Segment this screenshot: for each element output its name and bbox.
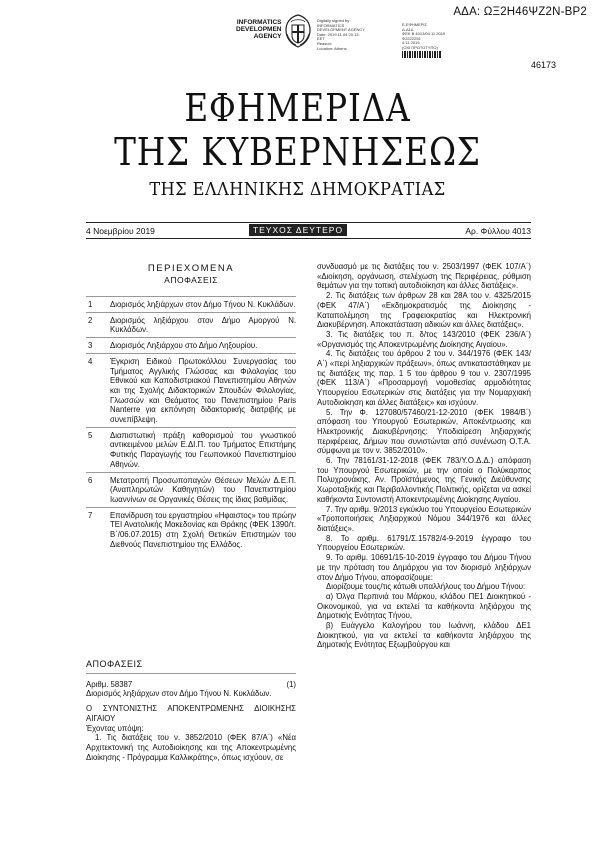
decision-paragraph: β) Ευάγγελο Καλογήρου του Ιωάννη, κλάδου ΔΕ1 Διοικητικού, για να εκτελεί τα καθήκοντα ληξιάρχου της Δημοτικής Ενότητας Εξωμβούργου και (317, 621, 531, 650)
decision-paragraph: 7. Την αριθμ. 9/2013 εγκύκλιο του Υπουργείου Εσωτερικών «Τροποποιήσεις Ληξιαρχικού Νόμου 344/1976 και άλλες διατάξεις». (317, 504, 531, 533)
decisions-heading: ΑΠΟΦΑΣΕΙΣ (86, 659, 143, 669)
contents-item[interactable]: 1 Διορισμός ληξιάρχων στον Δήμο Τήνου Ν. Κυκλάδων. (88, 300, 296, 309)
contents-item[interactable]: 3 Διορισμός Ληξιάρχου στο Δήμο Ληξουρίου. (88, 341, 258, 351)
decision-paragraph: 2. Τις διατάξεις των άρθρων 28 και 28Α του ν. 4325/2015 (ΦΕΚ 47/Α΄) «Εκδημοκρατισμός της Διοίκησης - Καταπολέμηση της Γραφειοκρατίας και Ηλεκτρονική Διακυβέρνηση. Αποκατάσταση αδικιών και άλλες διατάξεις». (317, 291, 531, 330)
contents-separator (86, 353, 296, 354)
decision-paragraph: 5. Την Φ. 127080/57460/21-12-2010 (ΦΕΚ 1984/Β΄) απόφαση του Υπουργού Εσωτερικών, Αποκέντρωσης και Ηλεκτρονικής Διακυβέρνησης: Υποδιαίρεση ληξιαρχικής περιφέρειας, Δήμων που συνιστώνται από συνένωση Ο.Τ.Α. σύμφωνα με τον ν. 3852/2010». (317, 407, 531, 456)
contents-subheading: ΑΠΟΦΑΣΕΙΣ (164, 275, 218, 285)
decision-paragraph: 8. Το αριθμ. 61791/Σ.15782/4-9-2019 έγγραφο του Υπουργείου Εσωτερικών. (317, 533, 531, 553)
copy-stamp: Ε-ΕΦΗΜΕΡΙΣ Δ-Δ1Δ ΦΕΚ Β 4013/04.11.2019 Φ2222251 4.11.2019 (ΟΧΙ ΠΡΩΤΟΤΥΠΟ) (402, 22, 446, 50)
decision-paragraph: 9. Το αριθμ. 10691/15-10-2019 έγγραφο του Δήμου Τήνου με την πρόταση του Δημάρχου για τον διορισμό ληξιάρχων στον Δήμο Τήνου, αποφασίζουμε: (317, 553, 531, 582)
decision-subject: Διορισμός ληξιάρχων στον Δήμο Τήνου Ν. Κυκλάδων. (86, 689, 272, 699)
decision-number: Αριθμ. 58387 (86, 679, 133, 689)
gazette-subtitle: ΤΗΣ ΕΛΛΗΝΙΚΗΣ ΔΗΜΟΚΡΑΤΙΑΣ (149, 179, 446, 200)
contents-list (86, 294, 296, 549)
contents-item[interactable]: 2 Διορισμός ληξιάρχου στον Δήμο Αμοργού Ν. Κυκλάδων. (88, 315, 296, 335)
decision-paragraph: 1. Τις διατάξεις του ν. 3852/2010 (ΦΕΚ 87/Α΄) «Νέα Αρχιτεκτονική της Αυτοδιοίκησης και της Αποκεντρωμένης Διοίκησης - Πρόγραμμα Καλλικράτης», όπως ισχύουν, σε (86, 733, 296, 762)
contents-separator (86, 472, 296, 473)
contents-separator (86, 296, 296, 297)
contents-item[interactable]: 5 Διαπιστωτική πράξη καθορισμού του γνωστικού αντικειμένου μελών Ε.ΔΙ.Π. του Τμήματος Επιστήμης Φυτικής Παραγωγής του Γεωπονικού Πανεπιστημίου Αθηνών. (88, 430, 296, 469)
contents-separator (86, 337, 296, 338)
contents-item[interactable]: 7 Επανίδρυση του εργαστηρίου «Ηφαιστος» του πρώην ΤΕΙ Ανατολικής Μακεδονίας και Θράκης (ΦΕΚ 1390/τ. Β΄/06.07.2015) στη Σχολή Θετικών Επιστημών του Διεθνούς Πανεπιστημίου της Ελλάδος. (88, 510, 296, 549)
issue-label: ΤΕΥΧΟΣ ΔΕΥΤΕΡΟ (249, 224, 347, 236)
signature-stamp-label: INFORMATICS DEVELOPMEN AGENCY (236, 19, 282, 40)
decisions-separator (86, 673, 296, 674)
decision-paragraph: 3. Τις διατάξεις του π. δ/τος 143/2010 (ΦΕΚ 236/Α΄) «Οργανισμός της Αποκεντρωμένης Διοίκησης Αιγαίου». (317, 329, 531, 349)
decision-authority: Ο ΣΥΝΤΟΝΙΣΤΗΣ ΑΠΟΚΕΝΤΡΩΜΕΝΗΣ ΔΙΟΙΚΗΣΗΣ ΑΙΓΑΙΟΥ (86, 704, 296, 723)
decision-continuation (317, 262, 531, 650)
barcode-icon (402, 51, 442, 58)
gazette-title: ΕΦΗΜΕΡΙΔΑ (184, 86, 411, 130)
decision-paragraph: Διορίζουμε τους/τις κάτωθι υπαλλήλους του Δήμου Τήνου: (326, 582, 526, 592)
gazette-title-line2: ΤΗΣ ΚΥΒΕΡΝΗΣΕΩΣ (114, 130, 481, 174)
decision-index: (1) (286, 679, 296, 689)
decision-paragraph: συνδυασμό με τις διατάξεις του ν. 2503/1997 (ΦΕΚ 107/Α΄) «Διοίκηση, οργάνωση, στελέχωση της Περιφέρειας, ρύθμιση θεμάτων για την τοπική αυτοδιοίκηση και άλλες διατάξεις». (317, 262, 531, 291)
decision-paragraph: 6. Την 78161/31-12-2018 (ΦΕΚ 783/Υ.Ο.Δ.Δ.) απόφαση του Υπουργού Εσωτερικών, με την οποία ο Πολύκαρπος Πολυχρονάκης, Αν. Προϊστάμενος της Γενικής Διεύθυνσης Χωροταξικής και Περιβαλλοντικής Πολιτικής, ορίζεται να ασκεί καθήκοντα Συντονιστή Αποκεντρωμένης Διοίκησης Αιγαίου. (317, 456, 531, 504)
contents-item[interactable]: 4 Έγκριση Ειδικού Πρωτοκόλλου Συνεργασίας του Τμήματος Αγγλικής Γλώσσας και Φιλολογίας του Εθνικού και Καποδιστριακού Πανεπιστημίου Αθηνών και της Σχολής Διδακτορικών Σπουδών Φιλολογίας, Γλωσσών και Θεάματος του Πανεπιστημίου Paris Nanterre για εκπόνηση διδακτορικής διατριβής με συνεπίβλεψη. (88, 356, 296, 425)
header-rule-bottom (86, 238, 531, 239)
decision-block (86, 660, 296, 762)
contents-heading: ΠΕΡΙΕΧΟΜΕΝΑ (147, 263, 235, 274)
contents-item[interactable]: 6 Μετατροπή Προσωποπαγών Θέσεων Μελών Δ.Ε.Π. (Αναπληρωτών Καθηγητών) του Πανεπιστημίου Ιωαννίνων σε Οργανικές Θέσεις της ίδιας βαθμίδας. (88, 475, 296, 504)
contents-separator (86, 312, 296, 313)
decision-paragraph: α) Όλγα Περπινιά του Μάρκου, κλάδου ΠΕ1 Διοικητικού - Οικονομικού, για να εκτελεί τα καθήκοντα ληξιάρχου της Δημοτικής Ενότητας Τήνου, (317, 591, 531, 621)
header-rule-top (86, 222, 531, 223)
serial-number: 46173 (531, 60, 557, 70)
decision-paragraph: 4. Τις διατάξεις του άρθρου 2 του ν. 344/1976 (ΦΕΚ 143/Α΄) «περί ληξιαρχικών πράξεων», όπως αντικαταστάθηκαν με τις διατάξεις της παρ. 1 5 του άρθρου 9 του ν. 2307/1995 (ΦΕΚ 113/Α΄) «Προσαρμογή νομοθεσίας αρμοδιότητας Υπουργείου Εσωτερικών στις διατάξεις για την Νομαρχιακή Αυτοδιοίκηση και άλλες διατάξεις» και ισχύουν. (317, 349, 531, 407)
greek-emblem-icon (283, 14, 313, 48)
contents-separator (86, 507, 296, 508)
decision-number-row (86, 680, 296, 690)
decision-considering: Έχοντας υπόψη: (86, 723, 144, 733)
issue-date: 4 Νοεμβρίου 2019 (86, 226, 155, 236)
digital-signature-details: Digitally signed by INFORMATICS DEVELOPMENT AGENCY Date: 2019.11.04 20:13: EET Reason: Location: Athens (317, 18, 365, 51)
contents-separator (86, 427, 296, 428)
ada-code: ΑΔΑ: ΩΞ2Η46ΨΖ2Ν-ΒΡ2 (453, 6, 587, 18)
sheet-number: Αρ. Φύλλου 4013 (465, 226, 531, 236)
